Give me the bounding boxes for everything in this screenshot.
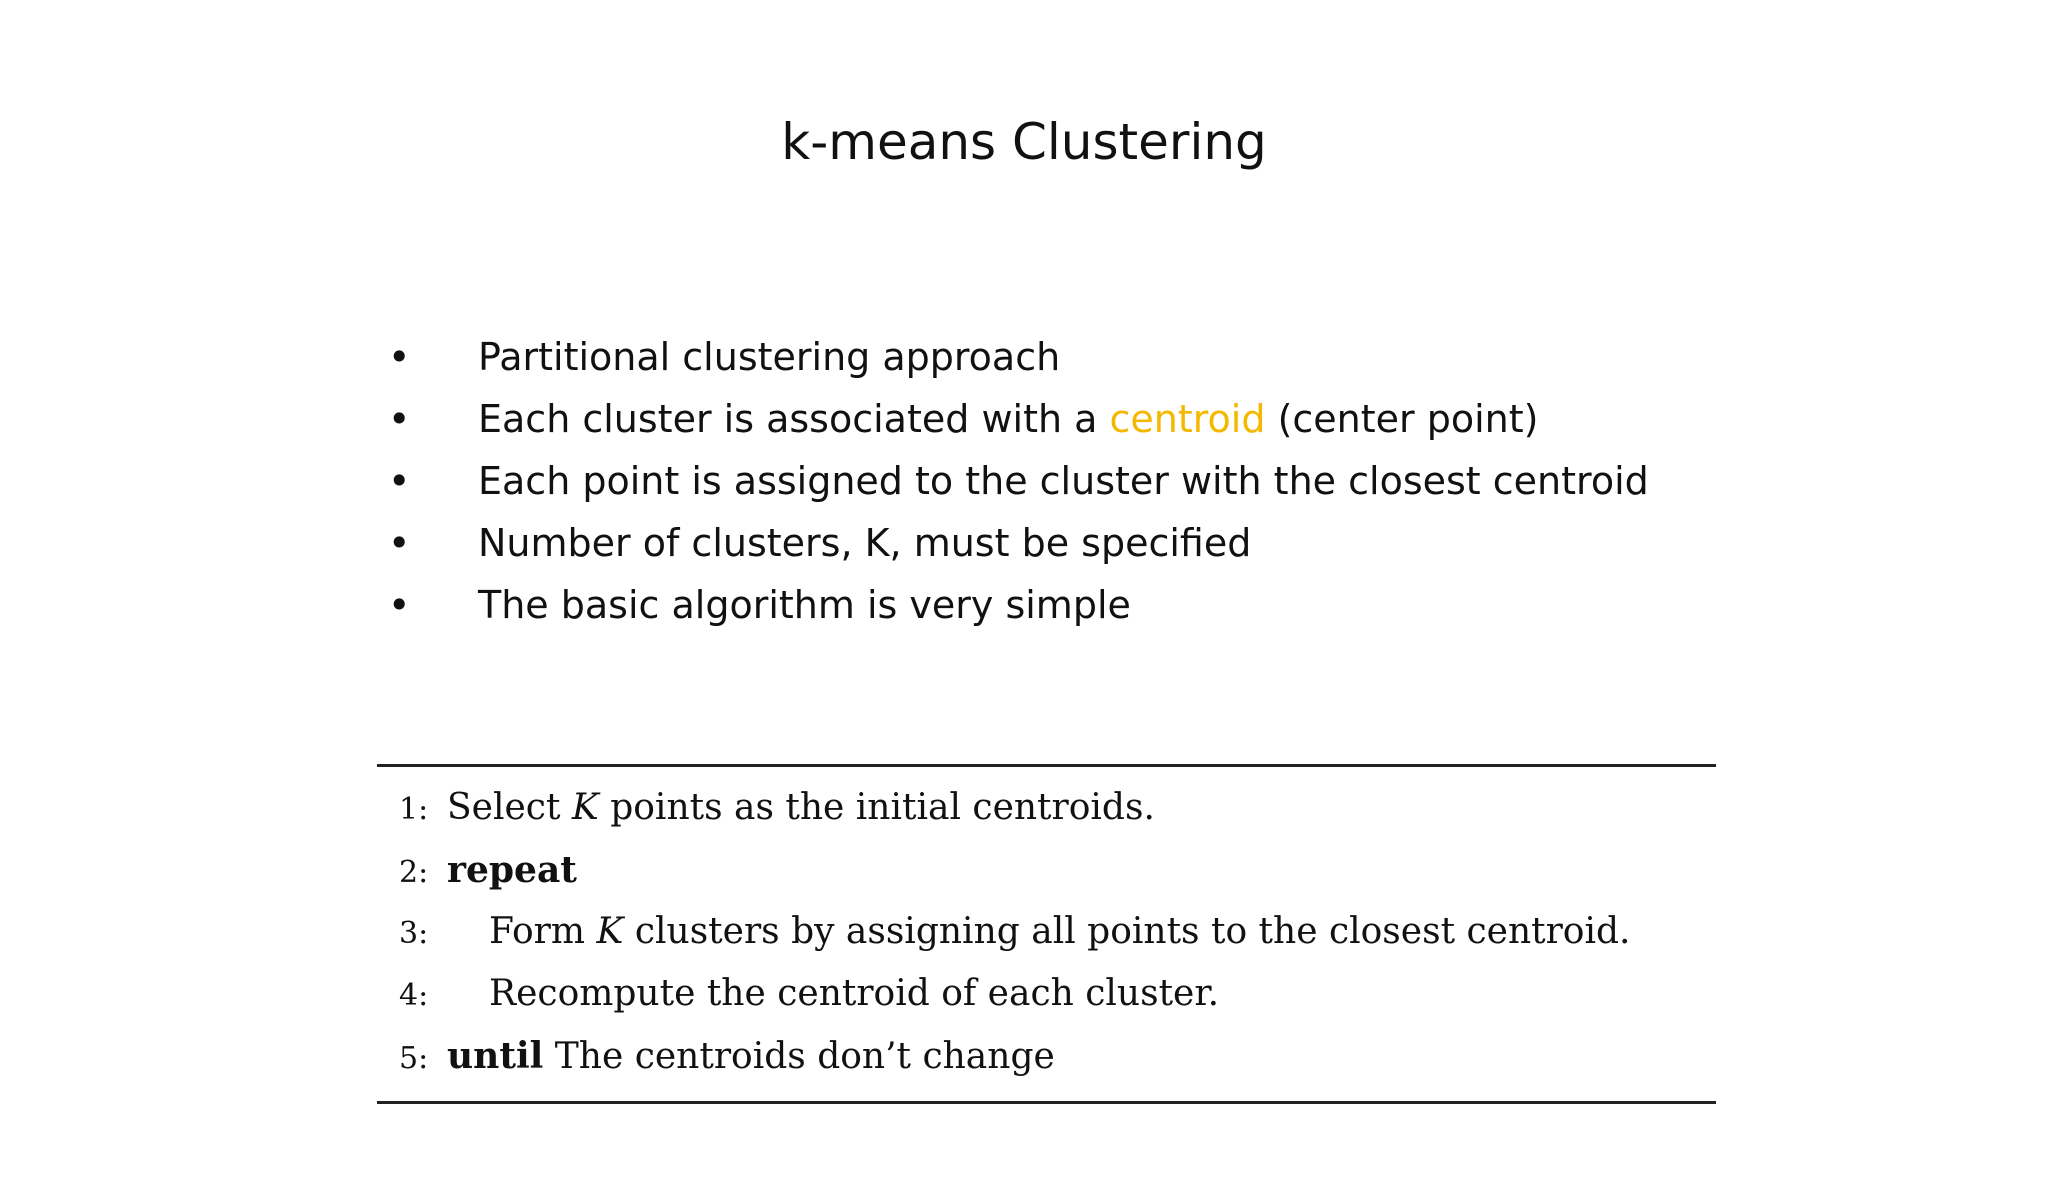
algorithm-line	[377, 777, 1716, 839]
bullet-item	[380, 450, 1780, 512]
line-number: 1:	[399, 792, 429, 827]
bullet-dot: •	[388, 397, 411, 441]
line-number: 5:	[399, 1041, 429, 1076]
line-number: 2:	[399, 855, 429, 890]
bullet-dot: •	[388, 335, 411, 379]
line-number: 4:	[399, 978, 429, 1013]
algorithm-line	[377, 1025, 1716, 1087]
highlighted-term: centroid	[1109, 397, 1266, 441]
algorithm-line	[377, 839, 1716, 901]
bullet-list	[380, 326, 1780, 636]
bullet-text-prefix: Each cluster is associated with a	[478, 397, 1110, 441]
bullet-item	[380, 512, 1780, 574]
algorithm-text: The centroids don’t change	[543, 1036, 1055, 1077]
keyword: until	[447, 1035, 544, 1077]
algorithm-text: Recompute the centroid of each cluster.	[489, 973, 1220, 1014]
algorithm-text: points as the initial centroids.	[598, 787, 1155, 828]
bullet-text: Partitional clustering approach	[478, 335, 1061, 379]
line-number: 3:	[399, 916, 429, 951]
bullet-text: Number of clusters, K, must be specified	[478, 521, 1252, 565]
algorithm-line	[377, 963, 1716, 1025]
bullet-text: Each point is assigned to the cluster with the closest centroid	[478, 459, 1649, 503]
slide-title: k-means Clustering	[781, 113, 1267, 171]
algorithm-text: clusters by assigning all points to the closest centroid.	[623, 911, 1631, 952]
bullet-dot: •	[388, 521, 411, 565]
bullet-item	[380, 326, 1780, 388]
algorithm-box	[377, 764, 1716, 1104]
bullet-text: The basic algorithm is very simple	[478, 583, 1131, 627]
math-variable: K	[571, 787, 599, 828]
bullet-dot: •	[388, 459, 411, 503]
algorithm-text: Select	[447, 787, 572, 828]
bullet-item	[380, 388, 1780, 450]
bullet-text-suffix: (center point)	[1265, 397, 1539, 441]
bullet-item	[380, 574, 1780, 636]
math-variable: K	[596, 911, 624, 952]
algorithm-line	[377, 901, 1716, 963]
algorithm-text: Form	[489, 911, 597, 952]
keyword: repeat	[447, 849, 577, 891]
bullet-dot: •	[388, 583, 411, 627]
